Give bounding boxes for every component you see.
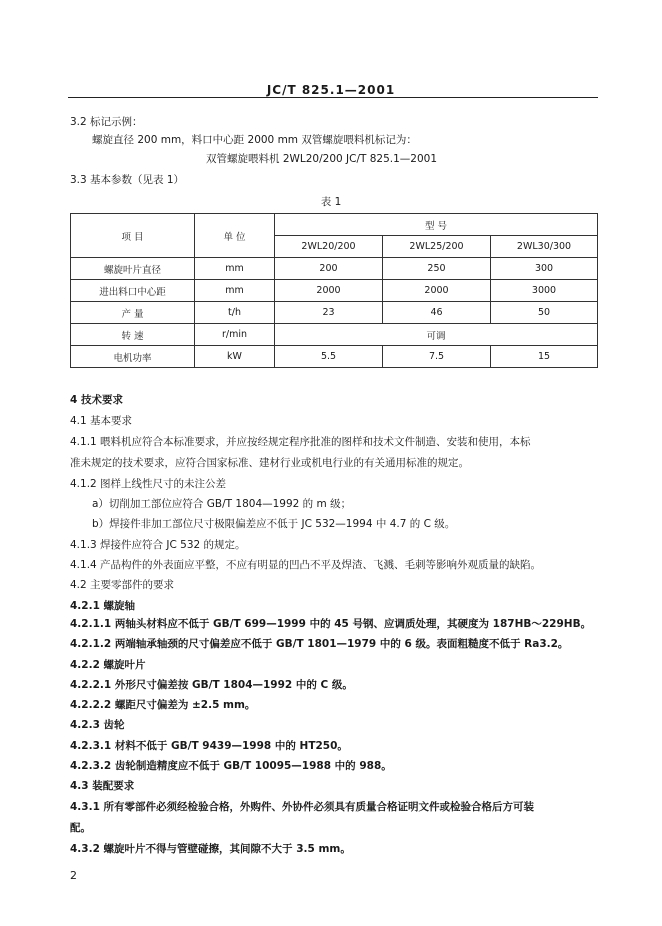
row-item: 进出料口中心距 xyxy=(71,280,195,302)
row-value: 15 xyxy=(491,346,598,368)
row-value: 5.5 xyxy=(275,346,383,368)
row-unit: mm xyxy=(195,280,275,302)
table-header-model: 型 号 xyxy=(275,214,598,236)
clause-4-2-2-2: 4.2.2.2 螺距尺寸偏差为 ±2.5 mm。 xyxy=(70,699,256,711)
clause-4-1-1-line1: 4.1.1 喂料机应符合本标准要求，并应按经规定程序批准的图样和技术文件制造、安装和使用，本标 xyxy=(70,436,531,448)
model-header: 2WL20/200 xyxy=(275,236,383,258)
row-unit: mm xyxy=(195,258,275,280)
row-value: 250 xyxy=(383,258,491,280)
row-item: 电机功率 xyxy=(71,346,195,368)
clause-4-1-4: 4.1.4 产品构件的外表面应平整，不应有明显的凹凸不平及焊渣、飞溅、毛刺等影响外观质量的缺陷。 xyxy=(70,559,542,571)
clause-4-3-1-line2: 配。 xyxy=(70,822,91,834)
table-row xyxy=(71,346,598,368)
document-header: JC/T 825.1—2001 xyxy=(266,83,396,97)
clause-4-2-1: 4.2.1 螺旋轴 xyxy=(70,600,136,612)
table-row xyxy=(71,280,598,302)
clause-4-1-2-b: b）焊接件非加工部位尺寸极限偏差应不低于 JC 532—1994 中 4.7 的 C 级。 xyxy=(92,518,456,530)
clause-4-2-1-2: 4.2.1.2 两端轴承轴颈的尺寸偏差应不低于 GB/T 1801—1979 中的 6 级。表面粗糙度不低于 Ra3.2。 xyxy=(70,638,569,650)
row-value: 2000 xyxy=(383,280,491,302)
section-4-3-title: 4.3 装配要求 xyxy=(70,780,135,792)
table-caption: 表 1 xyxy=(320,196,342,208)
row-value: 3000 xyxy=(491,280,598,302)
section-3-2-title: 3.2 标记示例： xyxy=(70,116,143,128)
row-value: 300 xyxy=(491,258,598,280)
clause-4-1-2-a: a）切削加工部位应符合 GB/T 1804—1992 的 m 级； xyxy=(92,498,352,510)
table-row xyxy=(71,324,598,346)
row-value: 46 xyxy=(383,302,491,324)
clause-4-2-3: 4.2.3 齿轮 xyxy=(70,719,125,731)
clause-4-3-1-line1: 4.3.1 所有零部件必须经检验合格，外购件、外协件必须具有质量合格证明文件或检验合格后方可装 xyxy=(70,801,535,813)
row-item: 转 速 xyxy=(71,324,195,346)
page-number: 2 xyxy=(70,869,77,882)
clause-4-2-2-1: 4.2.2.1 外形尺寸偏差按 GB/T 1804—1992 中的 C 级。 xyxy=(70,679,353,691)
section-3-2-body: 螺旋直径 200 mm，料口中心距 2000 mm 双管螺旋喂料机标记为： xyxy=(92,134,417,146)
marking-example: 双管螺旋喂料机 2WL20/200 JC/T 825.1—2001 xyxy=(206,153,438,165)
table-header-unit: 单 位 xyxy=(195,214,275,258)
model-header: 2WL25/200 xyxy=(383,236,491,258)
section-3-3-title: 3.3 基本参数（见表 1） xyxy=(70,174,185,186)
row-item: 螺旋叶片直径 xyxy=(71,258,195,280)
clause-4-1-2: 4.1.2 图样上线性尺寸的未注公差 xyxy=(70,478,227,490)
row-item: 产 量 xyxy=(71,302,195,324)
table-header-item: 项 目 xyxy=(71,214,195,258)
clause-4-2-3-2: 4.2.3.2 齿轮制造精度应不低于 GB/T 10095—1988 中的 988。 xyxy=(70,760,392,772)
row-value: 2000 xyxy=(275,280,383,302)
section-4-2-title: 4.2 主要零部件的要求 xyxy=(70,579,175,591)
row-unit: t/h xyxy=(195,302,275,324)
row-unit: kW xyxy=(195,346,275,368)
row-value: 200 xyxy=(275,258,383,280)
row-value: 23 xyxy=(275,302,383,324)
parameter-table xyxy=(70,213,598,368)
section-4-title: 4 技术要求 xyxy=(70,394,123,406)
clause-4-1-3: 4.1.3 焊接件应符合 JC 532 的规定。 xyxy=(70,539,246,551)
row-value: 7.5 xyxy=(383,346,491,368)
model-header: 2WL30/300 xyxy=(491,236,598,258)
clause-4-3-2: 4.3.2 螺旋叶片不得与管壁碰擦，其间隙不大于 3.5 mm。 xyxy=(70,843,351,855)
row-value: 50 xyxy=(491,302,598,324)
row-value-merged: 可调 xyxy=(275,324,598,346)
table-row xyxy=(71,302,598,324)
section-4-1-title: 4.1 基本要求 xyxy=(70,415,133,427)
row-unit: r/min xyxy=(195,324,275,346)
clause-4-2-1-1: 4.2.1.1 两轴头材料应不低于 GB/T 699—1999 中的 45 号钢、应调质处理，其硬度为 187HB～229HB。 xyxy=(70,618,592,630)
clause-4-2-2: 4.2.2 螺旋叶片 xyxy=(70,659,146,671)
clause-4-2-3-1: 4.2.3.1 材料不低于 GB/T 9439—1998 中的 HT250。 xyxy=(70,740,348,752)
table-row xyxy=(71,258,598,280)
clause-4-1-1-line2: 准未规定的技术要求，应符合国家标准、建材行业或机电行业的有关通用标准的规定。 xyxy=(70,457,469,469)
header-rule xyxy=(68,97,598,98)
